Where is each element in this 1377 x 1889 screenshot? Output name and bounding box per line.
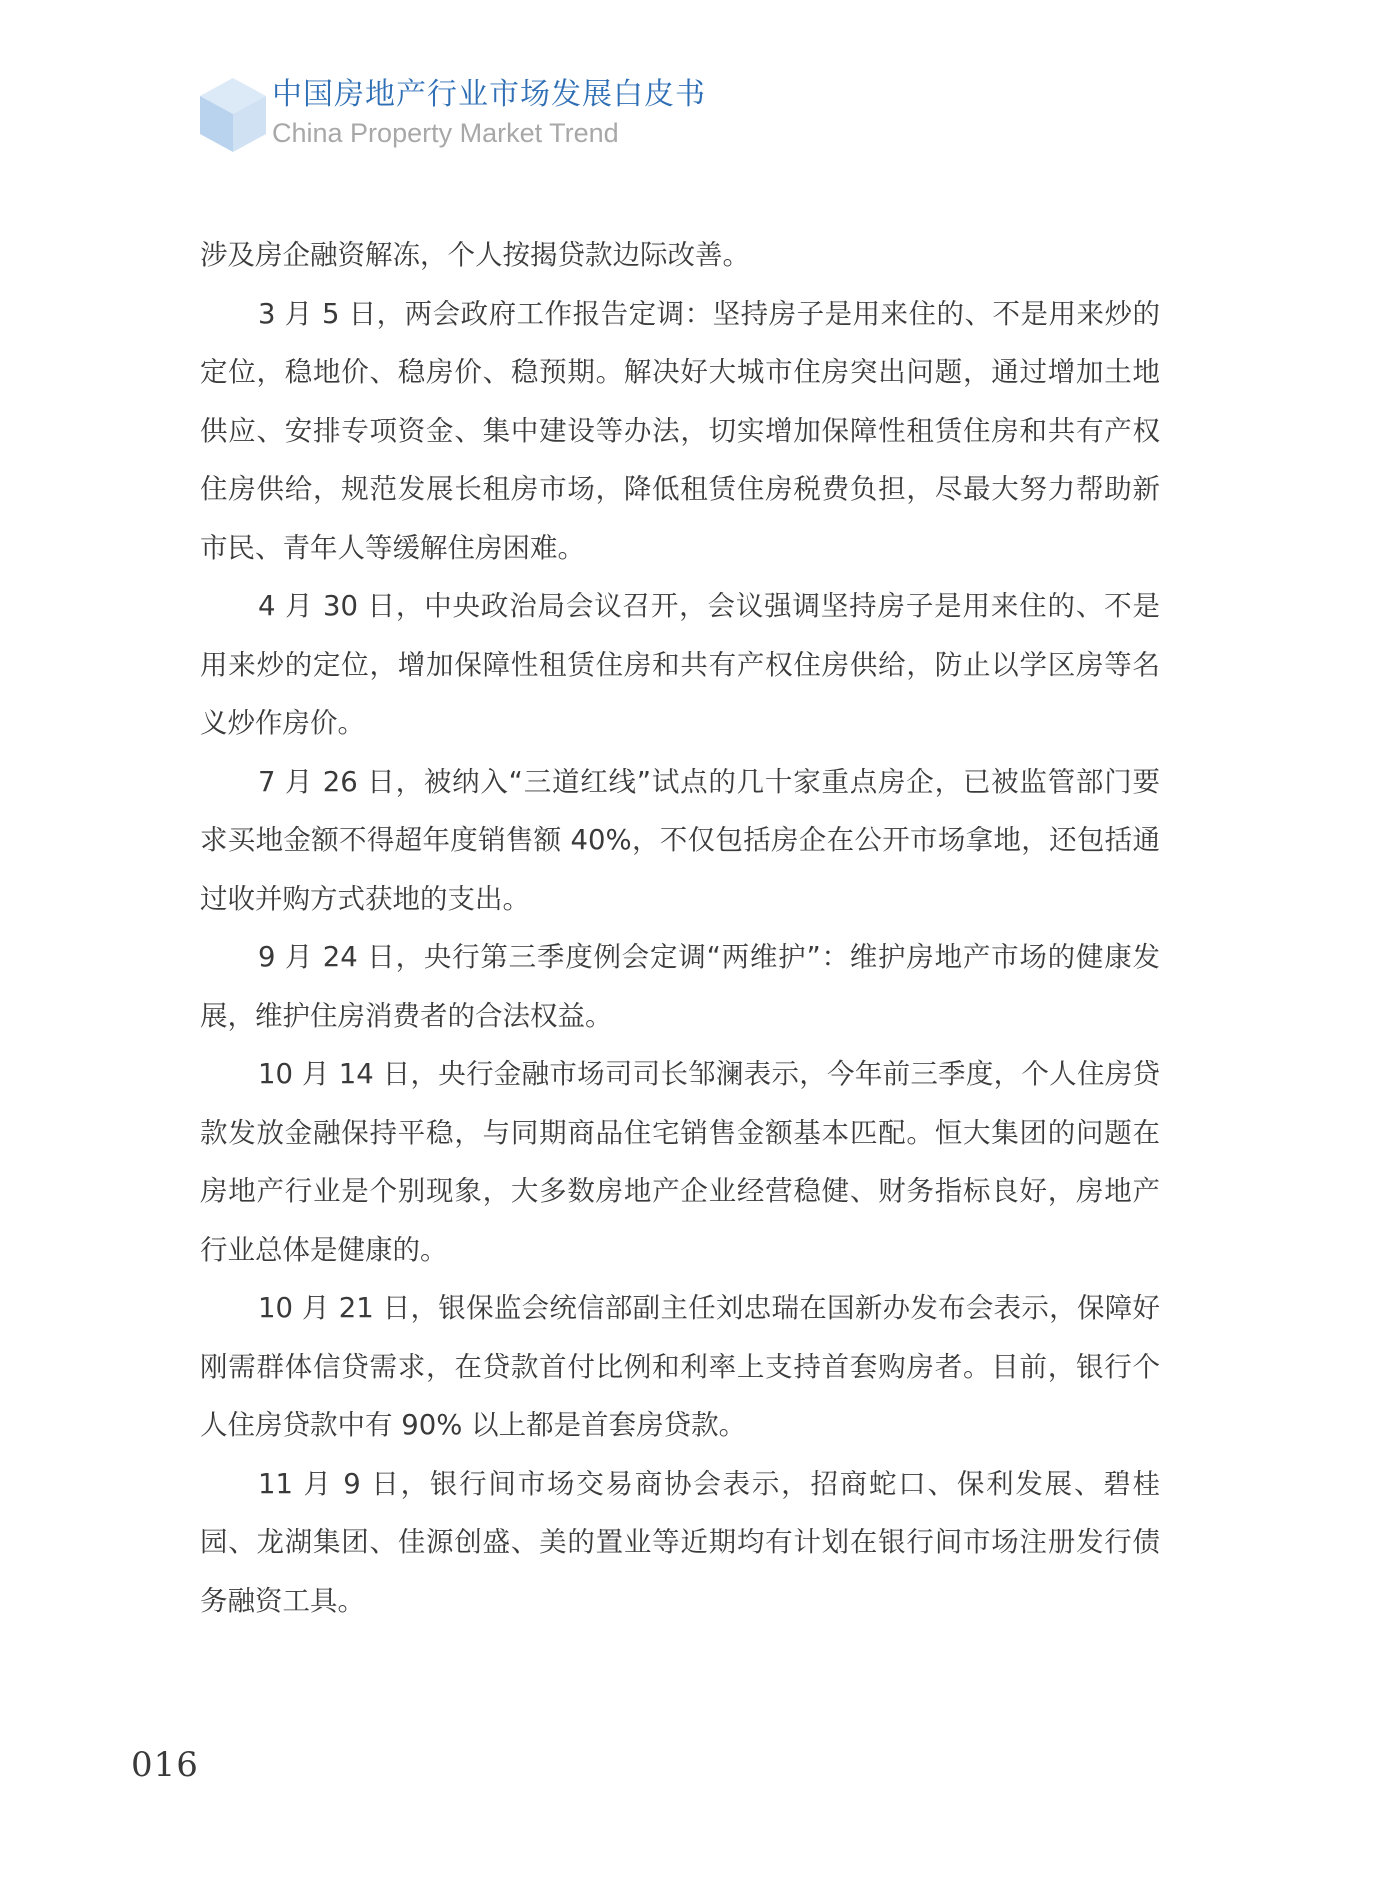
paragraph-apr-30: 4 月 30 日，中央政治局会议召开，会议强调坚持房子是用来住的、不是用来炒的定位，增加保障性租赁住房和共有产权住房供给，防止以学区房等名义炒作房价。	[200, 590, 1160, 739]
paragraph-mar-5: 3 月 5 日，两会政府工作报告定调：坚持房子是用来住的、不是用来炒的定位，稳地价、稳房价、稳预期。解决好大城市住房突出问题，通过增加土地供应、安排专项资金、集中建设等办法，切实增加保障性租赁住房和共有产权住房供给，规范发展长租房市场，降低租赁住房税费负担，尽最大努力帮助新市民、青年人等缓解住房困难。	[200, 297, 1160, 564]
paragraph-oct-21: 10 月 21 日，银保监会统信部副主任刘忠瑞在国新办发布会表示，保障好刚需群体信贷需求，在贷款首付比例和利率上支持首套购房者。目前，银行个人住房贷款中有 90% 以上都是首套房贷款。	[200, 1292, 1160, 1441]
paragraph-nov-9: 11 月 9 日，银行间市场交易商协会表示，招商蛇口、保利发展、碧桂园、龙湖集团、佳源创盛、美的置业等近期均有计划在银行间市场注册发行债务融资工具。	[200, 1467, 1160, 1617]
body-text	[200, 226, 1160, 1630]
header-subtitle: China Property Market Trend	[272, 118, 619, 148]
paragraph-sep-24: 9 月 24 日，央行第三季度例会定调“两维护”：维护房地产市场的健康发展，维护住房消费者的合法权益。	[200, 941, 1160, 1032]
paragraph-jul-26: 7 月 26 日，被纳入“三道红线”试点的几十家重点房企，已被监管部门要求买地金额不得超年度销售额 40%，不仅包括房企在公开市场拿地，还包括通过收并购方式获地的支出。	[200, 765, 1160, 915]
cube-logo-icon	[198, 76, 268, 154]
document-header	[198, 76, 898, 156]
page-number: 016	[131, 1745, 199, 1785]
header-title: 中国房地产行业市场发展白皮书	[272, 77, 706, 112]
paragraph-oct-14: 10 月 14 日，央行金融市场司司长邹澜表示，今年前三季度，个人住房贷款发放金融保持平稳，与同期商品住宅销售金额基本匹配。恒大集团的问题在房地产行业是个别现象，大多数房地产企业经营稳健、财务指标良好，房地产行业总体是健康的。	[200, 1058, 1160, 1266]
paragraph-continuation: 涉及房企融资解冻，个人按揭贷款边际改善。	[200, 239, 750, 271]
